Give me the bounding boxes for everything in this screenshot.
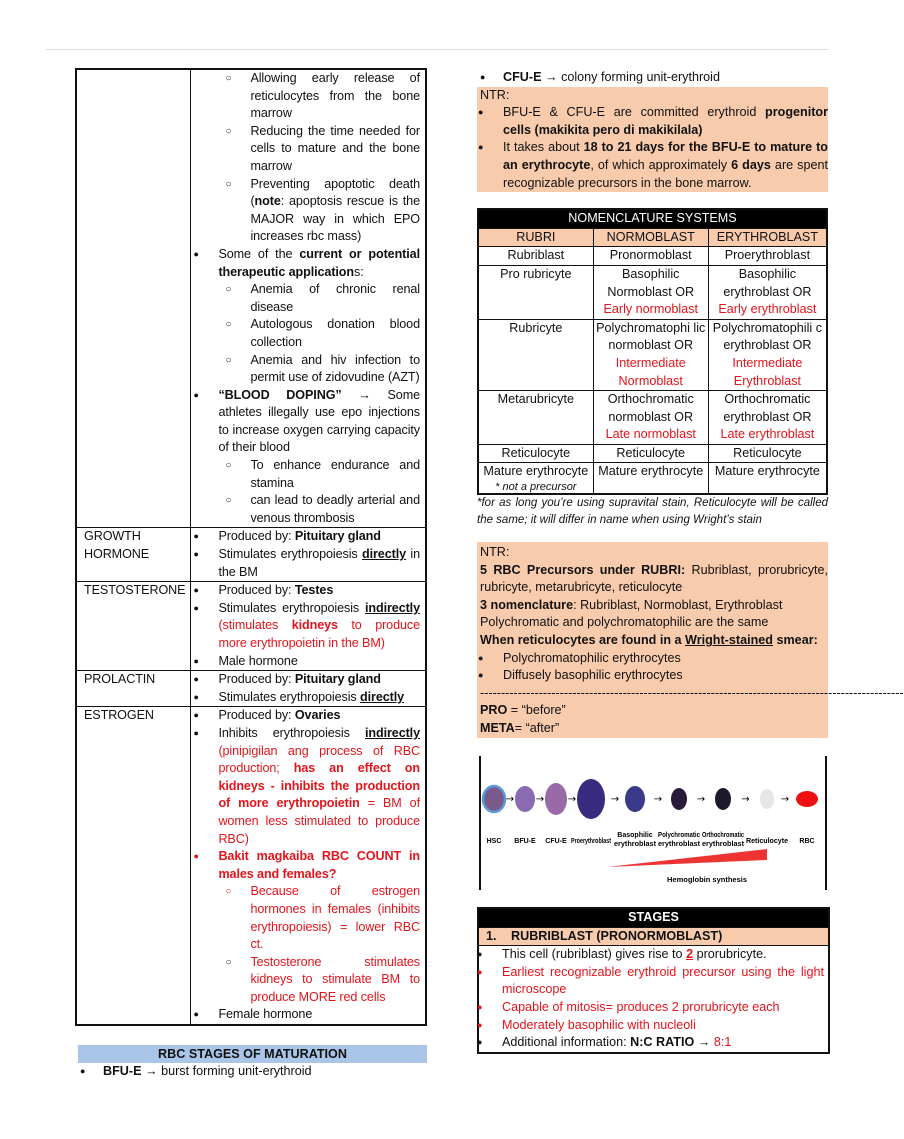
text-run: Reticulocyte (733, 445, 802, 460)
ntr-line (480, 597, 828, 615)
cell-image (625, 786, 645, 812)
text-run: Orthochromatic erythroblast OR (723, 392, 812, 424)
hormone-details (191, 69, 426, 528)
text-run: PRO (480, 703, 508, 718)
cell-text (711, 247, 824, 265)
cell-text (711, 266, 824, 319)
text-run: Because of estrogen hormones in females (inhibits erythropoiesis) = lower RBC ct. (250, 884, 420, 952)
cell-text (596, 320, 706, 390)
text-run: Early normoblast (603, 302, 698, 317)
stage-name: RUBRIBLAST (PRONORMOBLAST) (511, 928, 723, 943)
text-run: → burst forming unit-erythroid (141, 1064, 312, 1079)
cell-image (671, 788, 687, 810)
text-run: Metarubricyte (497, 392, 574, 407)
text-run: : Rubriblast, Normoblast, Erythroblast (573, 597, 783, 612)
hormone-details (191, 582, 426, 671)
nomenclature-cell (593, 319, 708, 390)
text-run: Mature erythrocyte (483, 464, 589, 479)
text-run: progenitor cells (makikita pero di makikilala) (503, 105, 828, 137)
ntr-line (480, 562, 828, 597)
list-item (195, 707, 420, 725)
text-run: Produced by: (218, 529, 295, 544)
cell-text (596, 445, 706, 463)
nomenclature-cell (593, 247, 708, 266)
text-run: Inhibits erythropoiesis (218, 725, 365, 740)
list-item (195, 528, 420, 546)
cell-label: erythroblast (658, 841, 701, 849)
bfue-line (80, 1063, 420, 1081)
meta-definition (480, 720, 828, 738)
cell-text (481, 463, 591, 481)
text-run: Mature erythrocyte (598, 464, 704, 479)
text-run: Bakit magkaiba RBC COUNT in males and females? (218, 849, 420, 881)
text-run: Intermediate Erythroblast (732, 355, 803, 388)
list-item (195, 600, 420, 653)
cell-text (481, 391, 591, 409)
nomenclature-footnote: *for as long you’re using supravital stain, Reticulocyte will be called the same; it will differ in name when using Wright’s stain (477, 497, 828, 527)
text-run: Rubricyte (509, 320, 563, 335)
stages-table (477, 907, 830, 1054)
detail-list (195, 70, 420, 527)
cell-label: Orthochromatic (702, 832, 745, 840)
nomenclature-cell (708, 444, 827, 463)
left-column (75, 68, 427, 1081)
not-precursor-note: * not a precursor (495, 481, 577, 494)
list-item (195, 176, 420, 246)
text-run: 5 RBC Precursors under RUBRI: (480, 562, 686, 577)
text-run: Mature erythrocyte (714, 464, 820, 479)
text-run: = “before” (507, 703, 566, 718)
text-run: Reducing the time needed for cells to mature and the bone marrow (250, 123, 420, 173)
cell-text (596, 463, 706, 481)
nomenclature-title: NOMENCLATURE SYSTEMS (478, 209, 827, 228)
cell-image (796, 791, 818, 807)
text-run: Polychromatophili c erythroblast OR (712, 320, 822, 353)
stage-list (479, 946, 824, 1052)
nomenclature-cell (708, 247, 827, 266)
list-item (479, 946, 824, 964)
cell-label: Basophilic (617, 832, 653, 840)
text-run: Ovaries (294, 708, 341, 723)
text-run: Testes (294, 583, 334, 598)
ntr-line (480, 614, 828, 632)
text-run: META (480, 721, 515, 735)
list-item (195, 387, 420, 457)
cell-label: BFU-E (514, 838, 536, 846)
list-item (195, 1006, 420, 1024)
text-run: to produce more erythropoietin in the BM) (218, 618, 421, 650)
list-item (195, 70, 420, 123)
cell-text (481, 247, 591, 265)
text-run: Rubriblast (507, 248, 565, 263)
text-run: Wright-stained (685, 633, 773, 648)
text-run: CFU-E (503, 70, 542, 84)
arrow-icon: → (535, 794, 545, 806)
list-item (479, 1017, 824, 1035)
cell-label: erythroblast (702, 841, 745, 849)
text-run: Pituitary gland (294, 529, 381, 544)
arrow-icon: → (653, 794, 663, 806)
text-run: Capable of mitosis= produces 2 prorubricyte each (502, 1000, 780, 1015)
text-run: Produced by: (218, 708, 295, 723)
text-run: → colony forming unit-erythroid (541, 70, 720, 84)
cell-image (760, 789, 774, 809)
text-run: Early erythroblast (718, 302, 817, 317)
text-run: Stimulates erythropoiesis (218, 689, 361, 704)
text-run: Rubriblast, prorubricyte, rubricyte, metarubricyte, reticulocyte (480, 562, 828, 595)
text-run: BFU-E & CFU-E are committed erythroid (503, 105, 766, 120)
cell-image (715, 788, 731, 810)
list-item (195, 457, 420, 492)
nomenclature-row (478, 247, 827, 266)
text-run: indirectly (365, 725, 420, 740)
cell-text (596, 391, 706, 444)
text-run: directly (360, 689, 405, 704)
text-run: Allowing early release of reticulocytes from the bone marrow (250, 71, 420, 121)
ntr-note-precursors (477, 542, 904, 738)
text-run: Late erythroblast (720, 427, 815, 442)
erythropoiesis-diagram (477, 753, 829, 893)
ntr-note-progenitors (477, 87, 828, 193)
cfue-text (480, 70, 720, 84)
text-run: current or potential therapeutic application (218, 246, 420, 279)
list-item (480, 650, 828, 668)
detail-list (195, 707, 420, 1024)
table-row (76, 707, 426, 1025)
list-item (195, 123, 420, 176)
text-run: in the BM (218, 547, 420, 579)
text-run: Produced by: (218, 583, 295, 598)
ntr-list (480, 104, 828, 192)
arrow-icon: → (696, 794, 706, 806)
text-run: smear: (772, 633, 818, 648)
divider: ----------------------------------------------------------------------------------------------------- (480, 685, 904, 700)
text-run: Polychromatophi lic normoblast OR (596, 320, 706, 353)
text-run: → (694, 1035, 714, 1050)
cell-text (596, 266, 706, 319)
nomenclature-cell (708, 319, 827, 390)
text-run: N:C RATIO (630, 1035, 695, 1050)
cell-text (481, 320, 591, 338)
text-run: Produced by: (218, 672, 295, 687)
cell-text (481, 445, 591, 463)
hormone-details (191, 528, 426, 582)
nomenclature-cell (478, 319, 593, 390)
detail-list (195, 528, 420, 581)
ntr-line (480, 632, 828, 650)
ntr-list (480, 650, 828, 685)
text-run: Some of the (218, 246, 300, 261)
hormone-details (191, 671, 426, 707)
text-run: Autologous donation blood collection (250, 317, 420, 349)
arrow-icon: → (610, 794, 620, 806)
text-run: Stimulates erythropoiesis (218, 547, 362, 562)
list-item (195, 883, 420, 953)
list-item (195, 689, 420, 707)
nomenclature-cell (478, 391, 593, 445)
text-run: Basophilic erythroblast OR (723, 266, 812, 299)
table-row (76, 582, 426, 671)
text-run: Reticulocyte (501, 445, 571, 460)
hemoglobin-gradient (607, 849, 767, 867)
text-run: Testosterone stimulates kidneys to stimulate BM to produce MORE red cells (250, 954, 420, 1004)
cfue-line (480, 69, 820, 87)
table-row (76, 528, 426, 582)
nomenclature-row (478, 463, 827, 494)
text-run: has an effect on kidneys - inhibits the production of more erythropoietin (218, 761, 420, 811)
list-item (195, 352, 420, 387)
nomenclature-row (478, 319, 827, 390)
text-run: Male hormone (218, 653, 298, 668)
text-run: (pinipigilan ang process of RBC production; (218, 743, 420, 776)
list-item (195, 546, 420, 581)
hormone-details (191, 707, 426, 1025)
bullet-icon: ● (80, 1066, 86, 1077)
nomenclature-cell (478, 265, 593, 319)
cell-image (483, 786, 505, 812)
hormone-name: GROWTH HORMONE (76, 528, 191, 582)
list-item (480, 667, 828, 685)
arrow-icon: → (567, 794, 577, 806)
bfue-text (80, 1064, 312, 1078)
nomenclature-row (478, 265, 827, 319)
cell-label: RBC (799, 838, 815, 846)
cell-label: Reticulocyte (746, 838, 789, 846)
text-run: 2 (686, 947, 694, 962)
list-item (195, 725, 420, 848)
cell-text (481, 266, 591, 284)
text-run: Earliest recognizable erythroid precursor using the light microscope (502, 964, 824, 997)
cell-label: Polychromatic (658, 832, 701, 840)
text-run: → Some athletes illegally use epo injections to increase oxygen carrying capacity of their blood (218, 387, 420, 455)
cell-image (545, 783, 567, 815)
ntr-title: NTR: (480, 87, 510, 102)
stage-heading (478, 927, 829, 946)
nomenclature-row (478, 444, 827, 463)
text-run: prorubricyte. (693, 947, 767, 962)
text-run: Orthochromatic normoblast OR (607, 392, 694, 424)
text-run: It takes about (503, 140, 584, 155)
nomenclature-table (477, 208, 828, 495)
cell-text (711, 463, 824, 481)
text-run: Female hormone (218, 1007, 313, 1022)
text-run: s: (354, 264, 364, 279)
text-run: 8:1 (713, 1035, 732, 1050)
nomenclature-cell (478, 463, 593, 494)
text-run: Diffusely basophilic erythrocytes (503, 668, 683, 683)
cell-label: HSC (486, 838, 502, 846)
ntr-title: NTR: (480, 545, 510, 560)
cell-text (711, 320, 824, 390)
cell-label: Proerythroblast (571, 838, 612, 846)
nomenclature-cell (708, 391, 827, 445)
text-run: Pituitary gland (294, 672, 381, 687)
arrow-icon: → (780, 794, 790, 806)
text-run: are spent recognizable precursors in the bone marrow. (503, 157, 828, 190)
text-run: Late normoblast (605, 427, 696, 442)
list-item (195, 653, 420, 671)
text-run: kidneys (291, 618, 338, 633)
list-item (195, 492, 420, 527)
text-run: Stimulates erythropoiesis (218, 600, 365, 615)
gradient-label: Hemoglobin synthesis (666, 875, 748, 885)
hormone-name (76, 69, 191, 528)
cell-label: erythroblast (614, 841, 657, 849)
hormone-name: TESTOSTERONE (76, 582, 191, 671)
cell-text (596, 247, 706, 265)
list-item (195, 246, 420, 281)
hormone-name: PROLACTIN (76, 671, 191, 707)
list-item (480, 139, 828, 192)
bullet-icon: ● (480, 72, 486, 82)
text-run: This cell (rubriblast) gives rise to (502, 947, 687, 962)
list-item (195, 671, 420, 689)
cell-text (711, 445, 824, 463)
text-run: directly (362, 547, 406, 562)
text-run: 3 nomenclature (480, 597, 574, 612)
nomenclature-cell (593, 391, 708, 445)
col-header-erythroblast: ERYTHROBLAST (708, 228, 827, 247)
nomenclature-cell (478, 444, 593, 463)
text-run: indirectly (365, 600, 420, 615)
text-run: 6 days (731, 157, 771, 172)
header-rule (46, 49, 828, 50)
text-run: Pro rubricyte (500, 266, 572, 281)
text-run: Polychromatic and polychromatophilic are the same (480, 615, 769, 630)
cell-image (577, 779, 605, 819)
arrow-icon: → (505, 794, 515, 806)
text-run: When reticulocytes are found in a (480, 633, 686, 648)
text-run: note (254, 194, 281, 209)
list-item (479, 1034, 824, 1052)
text-run: Pronormoblast (609, 248, 692, 263)
detail-list (195, 671, 420, 706)
pro-definition (480, 702, 828, 720)
list-item (195, 848, 420, 883)
text-run: Reticulocyte (616, 445, 686, 460)
nomenclature-cell (593, 463, 708, 494)
text-run: Proerythroblast (724, 248, 811, 263)
nomenclature-cell (708, 265, 827, 319)
text-run: (stimulates (218, 618, 292, 633)
list-item (479, 964, 824, 999)
text-run: , of which approximately (590, 157, 732, 172)
nomenclature-row (478, 391, 827, 445)
text-run: BFU-E (103, 1064, 142, 1079)
text-run: Preventing apoptotic death ( (250, 176, 420, 209)
text-run: Moderately basophilic with nucleoli (502, 1017, 696, 1032)
cell-text (711, 391, 824, 444)
text-run: Anemia of chronic renal disease (250, 282, 420, 314)
cell-label: CFU-E (545, 838, 567, 846)
nomenclature-cell (708, 463, 827, 494)
right-column (477, 69, 904, 1054)
nomenclature-cell (593, 265, 708, 319)
text-run: can lead to deadly arterial and venous thrombosis (250, 493, 420, 525)
list-item (195, 582, 420, 600)
text-run: Additional information: (502, 1035, 631, 1050)
table-row (76, 671, 426, 707)
arrow-icon: → (741, 794, 750, 806)
rbc-stages-heading: RBC STAGES OF MATURATION (78, 1045, 427, 1063)
list-item (479, 999, 824, 1017)
table-row (76, 69, 426, 528)
list-item (195, 954, 420, 1007)
detail-list (195, 582, 420, 670)
list-item (195, 281, 420, 316)
text-run: = BM of women less stimulated to produce RBC) (218, 796, 420, 846)
text-run: : apoptosis rescue is the MAJOR way in which EPO increases rbc mass) (250, 194, 420, 244)
stages-title: STAGES (478, 908, 829, 927)
list-item (195, 316, 420, 351)
stage-number: 1. (486, 928, 497, 943)
list-item (480, 104, 828, 139)
nomenclature-cell (478, 247, 593, 266)
text-run: Polychromatophilic erythrocytes (503, 650, 681, 665)
text-run: 18 to 21 days for the BFU-E to mature to an erythrocyte (503, 140, 828, 172)
text-run: = “after” (514, 721, 560, 735)
nomenclature-cell (593, 444, 708, 463)
hormone-table (75, 68, 427, 1026)
cell-image (515, 786, 535, 812)
hormone-name: ESTROGEN (76, 707, 191, 1025)
text-run: “BLOOD DOPING” (218, 387, 342, 402)
text-run: Intermediate Normoblast (615, 355, 686, 388)
col-header-rubri: RUBRI (478, 228, 593, 247)
text-run: To enhance endurance and stamina (250, 458, 420, 490)
text-run: Basophilic Normoblast OR (607, 266, 695, 299)
col-header-normoblast: NORMOBLAST (593, 228, 708, 247)
text-run: Anemia and hiv infection to permit use of zidovudine (AZT) (250, 352, 420, 385)
